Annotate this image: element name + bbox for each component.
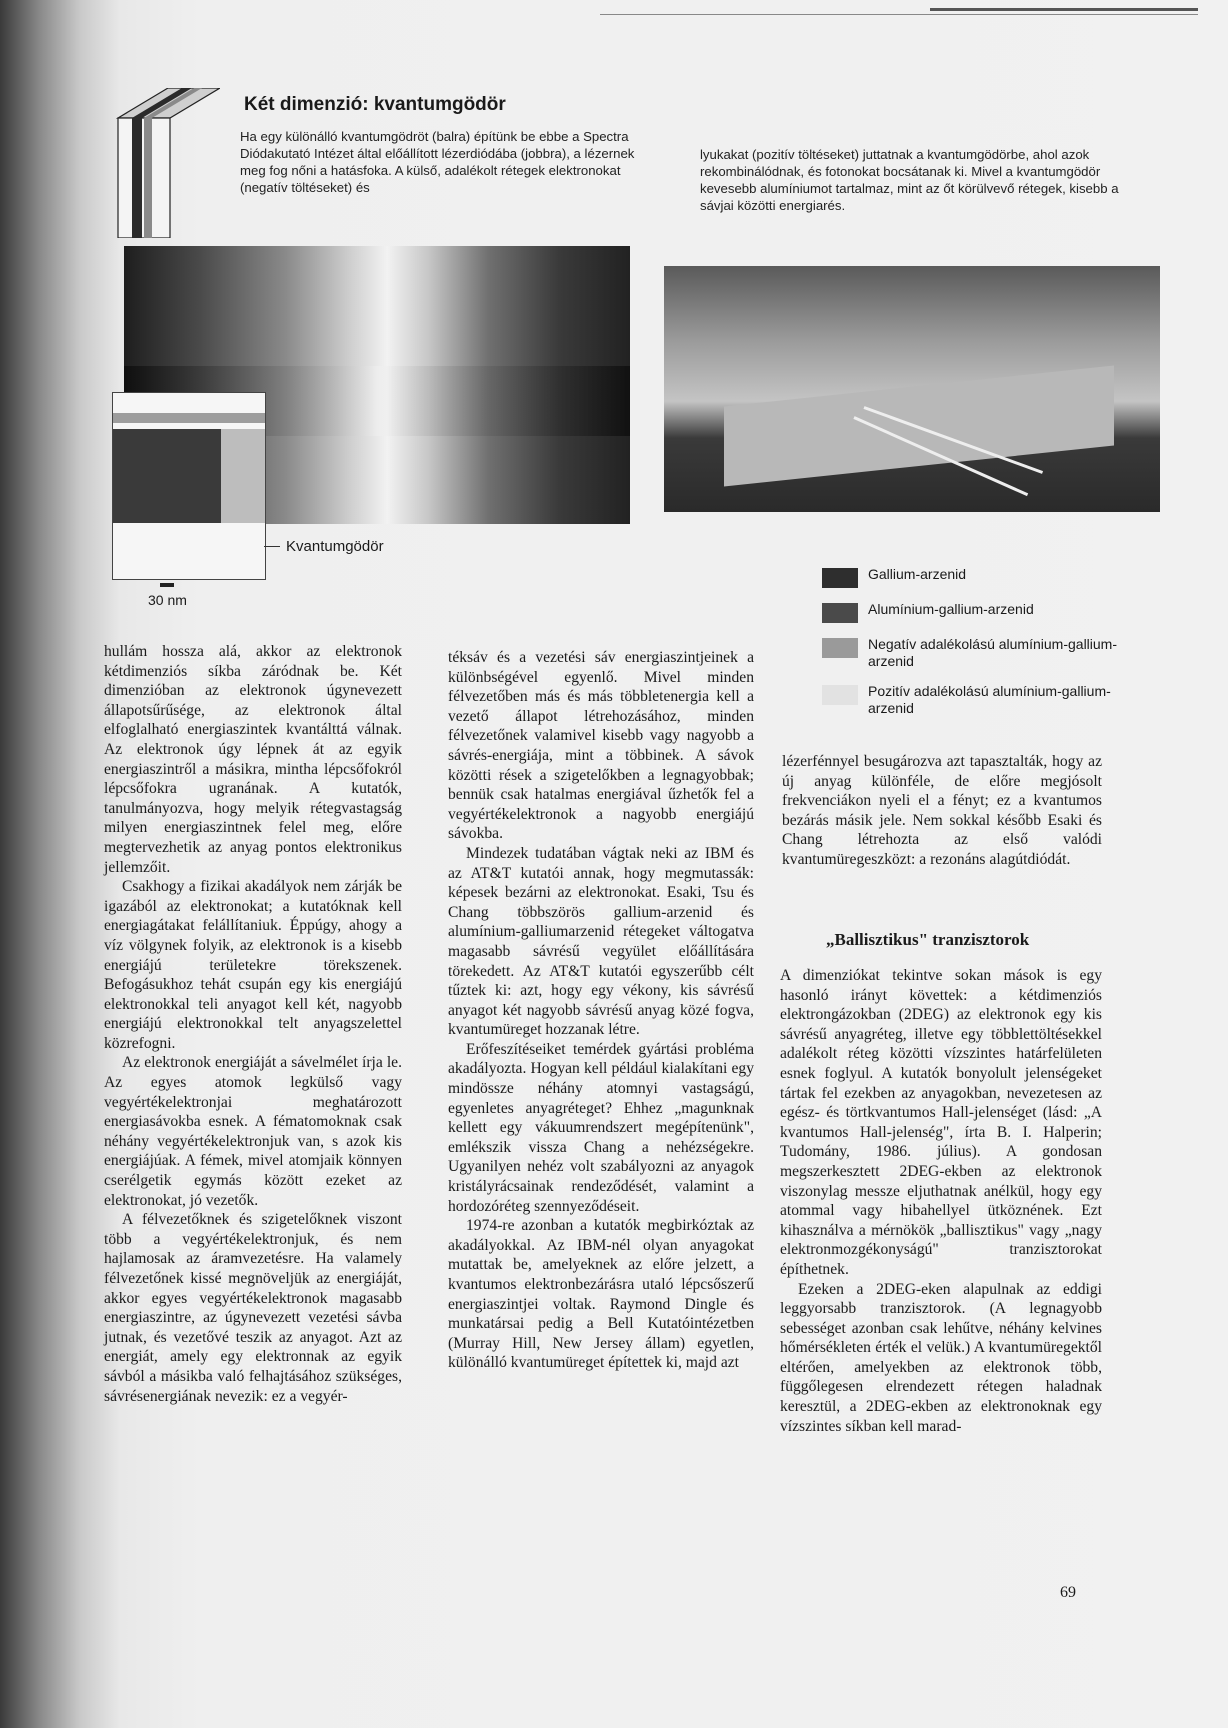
paragraph: A félvezetőknek és szigetelőknek viszont több a vegyértékelektronjuk, és nem hajlamosak az áramvezetésre. Ha valamely félvezetőnek kissé megnöveljük az energiáját, akkor egyes vegyértékelektronok magasabb energiaszintre, az úgynevezett vezetési sávba jutnak, és vezetővé teszik az anyagot. Azt az energiát, amely egy elektronnak az egyik sávból a másikba való felhajtásához szükséges, sávrésenergiának nevezik: ez a vegyér-	[104, 1211, 402, 1405]
paragraph: téksáv és a vezetési sáv energiaszintjeinek a különbségével egyenlő. Mivel minden félvezetőben más és más többletenergia kell a vezető állapot létrehozásához, minden félvezetőnek valamivel kisebb vagy nagyobb a sávrés-energiája, mint a többinek. A sávok közötti rések a szigetelőkben a legnagyobbak; bennük csak hatalmas energiával űzhetők fel a vegyértékelektronok a nagyobb energiájú sávokba.	[448, 649, 754, 843]
quantum-well-block-icon	[108, 88, 220, 238]
diagram-stripe	[113, 413, 265, 423]
paragraph: Az elektronok energiáját a sávelmélet írja le. Az egyes atomok legkülső vagy vegyértékelektronjai meghatározott energiasávokba esnek. A fématomoknak csak néhány vegyértékelektronjuk van, s azok kis energiájúak. A fémek, mivel atomjaik könnyen cserélgetik egymás között ezeket az elektronokat, jó vezetők.	[104, 1054, 402, 1209]
paragraph: Mindezek tudatában vágtak neki az IBM és az AT&T kutatói annak, hogy megmutassák: képesek bezárni az elektronokat. Esaki, Tsu és Chang többszörös gallium-arzenid és alumínium-galliumarzenid rétegeket váltogatva magasabb sávrésű vegyület előállítására törekedett. Az AT&T kutatói egyszerűbb célt tűztek ki: azt, hogy egy vékony, kis sávrésű anyagot két nagyobb sávrésű anyag közé fogva, kvantumüreget hozzanak létre.	[448, 844, 754, 1039]
paragraph: 1974-re azonban a kutatók megbirkóztak az akadályokkal. Az IBM-nél olyan anyagokat mutattak be, amelyeknek az előre jelzett, a kvantumos elektronbezárásra utaló lépcsőszerű energiaszintjei voltak. Raymond Dingle és munkatársai pedig a Bell Kutatóintézetben (Murray Hill, New Jersey állam) egyetlen, különálló kvantumüreget építettek ki, majd azt	[448, 1217, 754, 1372]
body-column-1	[104, 642, 402, 1406]
legend-swatch	[822, 568, 858, 588]
legend-item	[822, 601, 1122, 623]
legend-label: Gallium-arzenid	[868, 566, 967, 582]
legend	[822, 566, 1122, 730]
legend-label: Pozitív adalékolású alumínium-gallium-arzenid	[868, 683, 1111, 716]
legend-item	[822, 566, 1122, 588]
paragraph: lézerfénnyel besugározva azt tapasztalták, hogy az új anyag különféle, de előre megjósolt frekvenciákon nyeli el a fényt; ez a kvantumos bezárás másik jele. Nem sokkal később Esaki és Chang létrehozta az első valódi kvantumüregeszközt: a rezonáns alagútdiódát.	[782, 753, 1102, 868]
quantum-well-diagram	[112, 392, 266, 580]
legend-swatch	[822, 685, 858, 705]
body-column-3-continued	[780, 966, 1102, 1436]
paragraph: Erőfeszítéseiket temérdek gyártási probléma akadályozta. Hogyan kell például kialakítani egy mindössze néhány atomnyi vastagságú, egyenletes anyagréteget? Ehhez „magunknak kellett egy vákuumrendszert megépítenünk", emlékszik vissza Chang a nehézségekre. Ugyanilyen nehéz volt szabályozni az anyagok kristályrácsainak rendeződését, valamint a hordozóréteg szennyeződéseit.	[448, 1040, 754, 1215]
body-column-2	[448, 648, 754, 1373]
scale-label: 30 nm	[148, 592, 187, 608]
diagram-core	[113, 429, 221, 523]
caption-right-text: lyukakat (pozitív töltéseket) juttatnak a kvantumgödörbe, ahol azok rekombinálódnak, és fotonokat bocsátanak ki. Mivel a kvantumgödör kevesebb alumíniumot tartalmaz, mint az őt körülvevő rétegek, kisebb a sávjai közötti energiarés.	[700, 147, 1119, 213]
legend-item	[822, 636, 1122, 670]
page-number: 69	[1060, 1584, 1076, 1601]
paragraph: hullám hossza alá, akkor az elektronok kétdimenziós síkba záródnak be. Két dimenzióban az elektronok úgynevezett állapotsűrűsége, az elektronok által elfoglalható energiaszintek kvantálttá válnak. Az elektronok úgy lépnek át az egyik energiaszintről a másikra, mintha lépcsőfokról lépcsőfokra ugranának. A kutatók, tanulmányozva, hogy melyik rétegvastagság milyen energiaszintnek felel meg, előre megtervezhetik az anyag pontos elektronikus jellemzőit.	[104, 643, 402, 876]
section-heading: „Ballisztikus" tranzisztorok	[826, 930, 1030, 949]
legend-label: Alumínium-gallium-arzenid	[868, 601, 1034, 617]
top-rule-thin	[600, 14, 1198, 15]
legend-swatch	[822, 603, 858, 623]
caption-left-text: Ha egy különálló kvantumgödröt (balra) építünk be ebbe a Spectra Diódakutató Intézet által előállított lézerdiódába (jobbra), a lézernek meg fog nőni a hatásfoka. A külső, adalékolt rétegek elektronokat (negatív töltéseket) és	[240, 129, 635, 195]
paragraph: A dimenziókat tekintve sokan mások is egy hasonló irányt követtek: a kétdimenziós elektrongázokban (2DEG) az elektronok egy kis sávrésű anyagréteg, illetve egy többlettöltésekkel adalékolt réteg közötti vízszintes határfelületen esnek foglyul. A kutatók bonyolult jelenségeket tártak fel ezekben az anyagokban, nevezetesen az egész- és törtkvantumos Hall-jelenséget (lásd: „A kvantumos Hall-jelenség", írta B. I. Halperin; Tudomány, 1986. július). A gondosan megszerkesztett 2DEG-ekben az elektronok viszonylag messze eljuthatnak anélkül, hogy egy atommal vagy hibahellyel ütköznének. Ezt kihasználva a mérnökök „ballisztikus" vagy „nagy elektronmozgékonyságú" tranzisztorokat építhetnek.	[780, 967, 1102, 1278]
caption-title: Két dimenzió: kvantumgödör	[244, 94, 506, 115]
scale-bar	[160, 583, 174, 587]
paragraph: Csakhogy a fizikai akadályok nem zárják be igazából az elektronokat; a kutatóknak kell energiagátakat felállítaniuk. Éppúgy, ahogy a víz völgynek folyik, az elektronok is a kisebb energiájú területekre törekszenek. Befogásukhoz tehát csupán egy kis energiájú elektronokkal teli anyagot kell két, nagyobb energiájú elektronokkal telt anyagszelettel közrefogni.	[104, 878, 402, 1052]
legend-item	[822, 683, 1122, 717]
top-rule	[930, 8, 1198, 11]
quantum-well-label: Kvantumgödör	[286, 538, 384, 555]
pointer-line	[264, 546, 280, 547]
laser-diode-photo	[664, 266, 1160, 512]
diagram-core-light	[221, 429, 265, 523]
legend-swatch	[822, 638, 858, 658]
body-column-3	[782, 752, 1102, 870]
legend-label: Negatív adalékolású alumínium-gallium-arzenid	[868, 636, 1118, 669]
paragraph: Ezeken a 2DEG-eken alapulnak az eddigi leggyorsabb tranzisztorok. (A legnagyobb sebességet azonban csak lehűtve, néhány kelvines hőmérsékleten érték el velük.) A kvantumüregektől eltérően, amelyekben az elektronok több, függőlegesen elrendezett rétegen haladnak keresztül, a 2DEG-ekben az elektronoknak egy vízszintes síkban kell marad-	[780, 1280, 1102, 1435]
